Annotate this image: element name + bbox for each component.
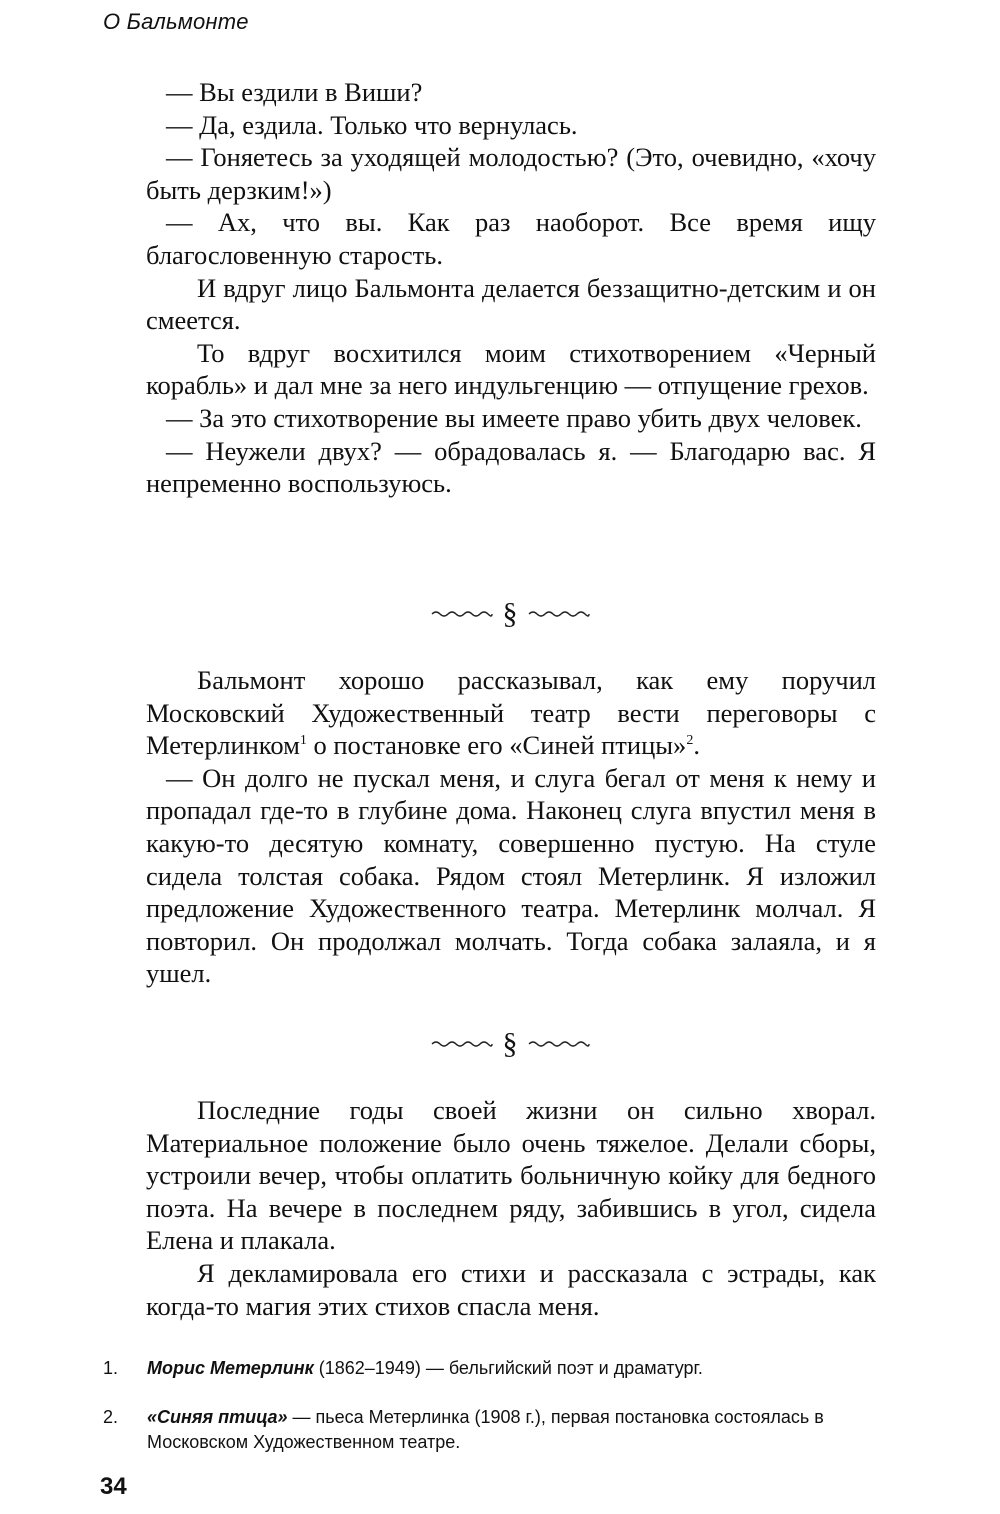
paragraph-text: .: [693, 730, 700, 761]
running-header: О Бальмонте: [103, 9, 249, 34]
footnote-body: [147, 1405, 903, 1455]
paragraph: — Да, ездила. Только что вернулась.: [166, 109, 578, 140]
paragraph: — Вы ездили в Виши?: [166, 77, 423, 107]
footnote-1: [103, 1356, 903, 1381]
text-block-last-years: [146, 1094, 876, 1322]
footnote-text: — пьеса Метерлинка (1908 г.), первая постановка состоялась в Московском Художественном театре.: [147, 1407, 824, 1452]
wave-ornament-left: [431, 1039, 493, 1049]
wave-ornament-right: [528, 1039, 590, 1049]
footnote-number: 2.: [103, 1407, 119, 1427]
footnote-number: 1.: [103, 1358, 119, 1378]
wave-ornament-left: [431, 609, 493, 619]
section-separator: [420, 596, 600, 632]
footnote-term: «Синяя птица»: [147, 1407, 288, 1427]
paragraph: То вдруг восхитился моим стихотворением «Черный корабль» и дал мне за него индульгенцию — отпущение грехов.: [146, 337, 876, 401]
section-sign: §: [502, 1027, 518, 1060]
footnote-text: (1862–1949) — бельгийский поэт и драматург.: [313, 1358, 703, 1378]
paragraph: Я декламировала его стихи и рассказала с эстрады, как когда-то магия этих стихов спасла меня.: [146, 1257, 876, 1321]
paragraph-text: Бальмонт хорошо рассказывал, как ему поручил Московский Художественный театр вести переговоры с Метерлинком: [146, 665, 876, 761]
section-separator: [420, 1026, 600, 1062]
footnote-ref-1[interactable]: 1: [299, 733, 307, 749]
paragraph-text: о постановке его «Синей птицы»: [306, 730, 687, 761]
footnote-term: Морис Метерлинк: [147, 1358, 314, 1378]
paragraph: — Неужели двух? — обрадовалась я. — Благодарю вас. Я непременно воспользуюсь.: [146, 435, 876, 499]
paragraph: Последние годы своей жизни он сильно хворал. Материальное положение было очень тяжелое. Делали сборы, устроили вечер, чтобы оплатить больничную койку для бедного поэта. На вечере в последнем ряду, забившись в угол, сидела Елена и плакала.: [146, 1095, 876, 1256]
paragraph: И вдруг лицо Бальмонта делается беззащитно-детским и он смеется.: [146, 272, 876, 336]
paragraph: — Гоняетесь за уходящей молодостью? (Это, очевидно, «хочу быть дерзким!»): [146, 142, 876, 205]
text-block-dialogue: [146, 76, 876, 500]
paragraph: — За это стихотворение вы имеете право убить двух человек.: [166, 402, 862, 433]
text-block-maeterlinck: [146, 664, 876, 990]
footnote-ref-2[interactable]: 2: [686, 733, 694, 749]
section-sign: §: [502, 597, 518, 630]
page-number: 34: [100, 1473, 127, 1500]
wave-ornament-right: [528, 609, 590, 619]
paragraph: — Ах, что вы. Как раз наоборот. Все время ищу благословенную старость.: [146, 207, 876, 270]
footnote-body: [147, 1356, 903, 1381]
footnote-2: [103, 1405, 903, 1455]
paragraph: — Он долго не пускал меня, и слуга бегал от меня к нему и пропадал где-то в глубине дома. Наконец слуга впустил меня в какую-то десятую комнату, совершенно пустую. На стуле сидела толстая собака. Рядом стоял Метерлинк. Я изложил предложение Художественного театра. Метерлинк молчал. Я повторил. Он продолжал молчать. Тогда собака залаяла, и я ушел.: [146, 762, 876, 989]
paragraph: [146, 664, 876, 762]
